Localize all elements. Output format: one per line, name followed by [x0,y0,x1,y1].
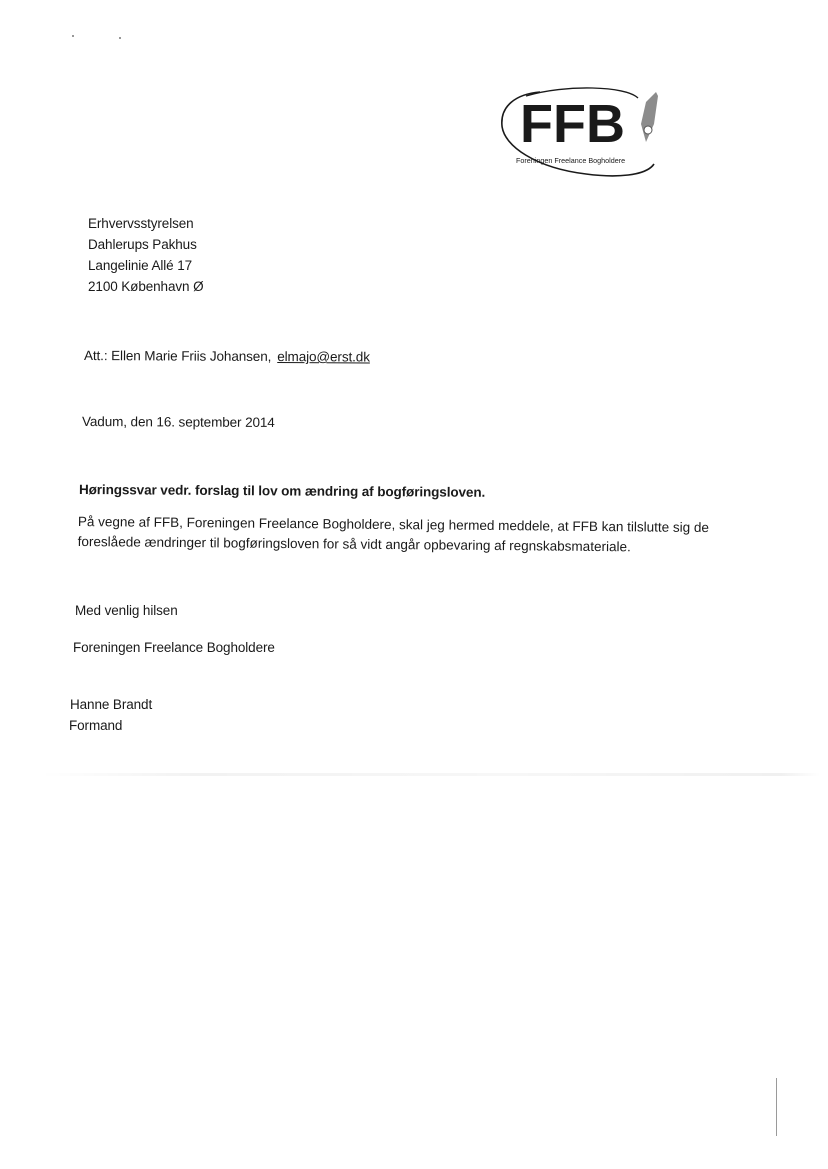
closing-organization: Foreningen Freelance Bogholdere [73,640,275,655]
pen-nib-hole [644,126,652,134]
recipient-building: Dahlerups Pakhus [88,237,197,252]
date-line: Vadum, den 16. september 2014 [81,414,275,431]
scan-edge-mark [776,1078,777,1136]
recipient-street: Langelinie Allé 17 [88,258,193,273]
recipient-organization: Erhvervsstyrelsen [88,216,194,231]
closing-greeting: Med venlig hilsen [75,603,178,618]
attention-label: Att.: Ellen Marie Friis Johansen, [83,348,272,364]
body-paragraph [77,512,710,558]
ffb-logo [496,84,666,188]
subject-line: Høringssvar vedr. forslag til lov om ændring af bogføringsloven. [78,482,486,500]
logo-tagline: Foreningen Freelance Bogholdere [516,156,626,165]
logo-letters: FFB [520,94,625,154]
scan-speck [119,37,121,39]
body-line-2: foreslåede ændringer til bogføringsloven for så vidt angår opbevaring af regnskabsmateriale. [77,533,631,555]
body-line-1: På vegne af FFB, Foreningen Freelance Bogholdere, skal jeg hermed meddele, at FFB kan tilslutte sig de [77,513,710,536]
signature-name: Hanne Brandt [70,697,153,712]
scan-streak [40,773,820,776]
pen-nib-icon [641,92,658,142]
recipient-city: 2100 København Ø [88,279,204,294]
attention-line [84,348,370,364]
scan-speck [72,35,74,37]
ffb-logo-graphic [496,84,666,188]
signature-title: Formand [69,718,123,733]
attention-email-link[interactable]: elmajo@erst.dk [277,349,370,365]
